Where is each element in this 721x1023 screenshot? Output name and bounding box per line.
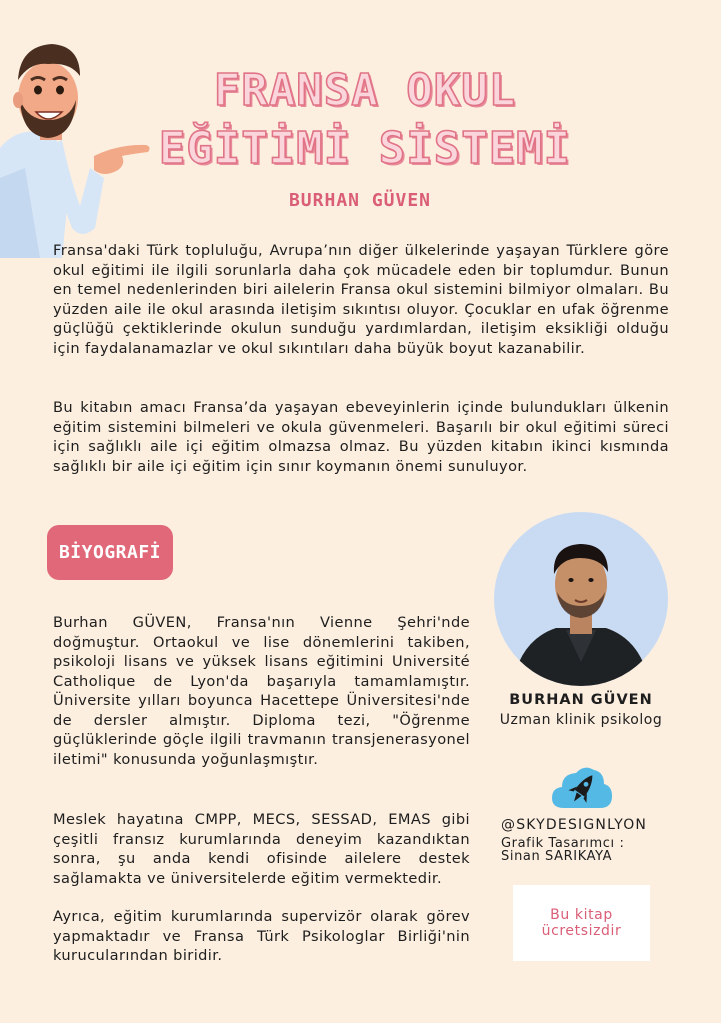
designer-name: Sinan SARIKAYA (501, 849, 613, 864)
free-book-badge (513, 885, 650, 961)
pointing-man-illustration (0, 28, 160, 258)
document-title (150, 62, 580, 178)
bio-paragraph-1: Burhan GÜVEN, Fransa'nın Vienne Şehri'nde doğmuştur. Ortaokul ve lise dönemlerini takiben, psikoloji lisans ve yüksek lisans eğitimini Université Catholique de Lyon'da başarıyla tamamlamıştır. Üniversite yılları boyunca Hacettepe Üniversitesi'nde de dersler almıştır. Diploma tezi, "Öğrenme güçlüklerinde göçle ilgili travmanın transjenerasyonel iletimi" konusunda yoğunlaşmıştır. (53, 614, 470, 768)
designer-handle: @SKYDESIGNLYON (501, 817, 648, 833)
free-book-text: Bu kitap ücretsizdir (541, 907, 622, 939)
author-photo (494, 512, 668, 686)
author-name: BURHAN GÜVEN (288, 190, 432, 211)
designer-credit (501, 837, 624, 863)
profile-role: Uzman klinik psikolog (499, 712, 663, 728)
title-line-2: EĞİTİMİ SİSTEMİ (158, 123, 572, 174)
bio-paragraph-3: Ayrıca, eğitim kurumlarında supervizör olarak görev yapmaktadır ve Fransa Türk Psikologlar Birliği'nin kurucularından biridir. (53, 908, 470, 964)
rocket-cloud-icon (552, 764, 612, 812)
intro-paragraph-1: Fransa'daki Türk topluluğu, Avrupa’nın diğer ülkelerinde yaşayan Türklere göre okul eğitimi ile ilgili sorunlarla daha çok mücadele eden bir toplumdur. Bunun en temel nedenlerinden biri ailelerin Fransa okul sistemini bilmiyor olmaları. Bu yüzden aile ile okul arasında iletişim sıkıntısı oluyor. Çocuklar en ufak öğrenme güçlüğü çektiklerinde okulun sunduğu yardımlardan, iletişim eksikliği olduğu için faydalanamazlar ve okul sıkıntıları daha büyük boyut kazanabilir. (53, 242, 669, 357)
bio-paragraph-2: Meslek hayatına CMPP, MECS, SESSAD, EMAS gibi çeşitli fransız kurumlarında deneyim kazandıktan sonra, şu anda kendi ofisinde ailelere destek sağlamakta ve üniversitelerde eğitim vermektedir. (53, 811, 470, 887)
biography-button-label: BİYOGRAFİ (58, 542, 162, 563)
intro-paragraph-2: Bu kitabın amacı Fransa’da yaşayan ebeveyinlerin içinde bulundukları ülkenin eğitim sistemini bilmeleri ve okula güvenmeleri. Başarılı bir okul eğitimi süreci için sağlıklı aile içi eğitim olmazsa olmaz. Bu yüzden kitabın ikinci kısmında sağlıklı bir aile içi eğitim için sınır koymanın önemi sunuluyor. (53, 399, 669, 475)
designer-label: Grafik Tasarımcı : (501, 836, 625, 851)
biography-button[interactable] (47, 525, 173, 580)
title-line-1: FRANSA OKUL (213, 65, 517, 116)
author-portrait-graphic (494, 512, 668, 686)
profile-name: BURHAN GÜVEN (509, 692, 653, 708)
